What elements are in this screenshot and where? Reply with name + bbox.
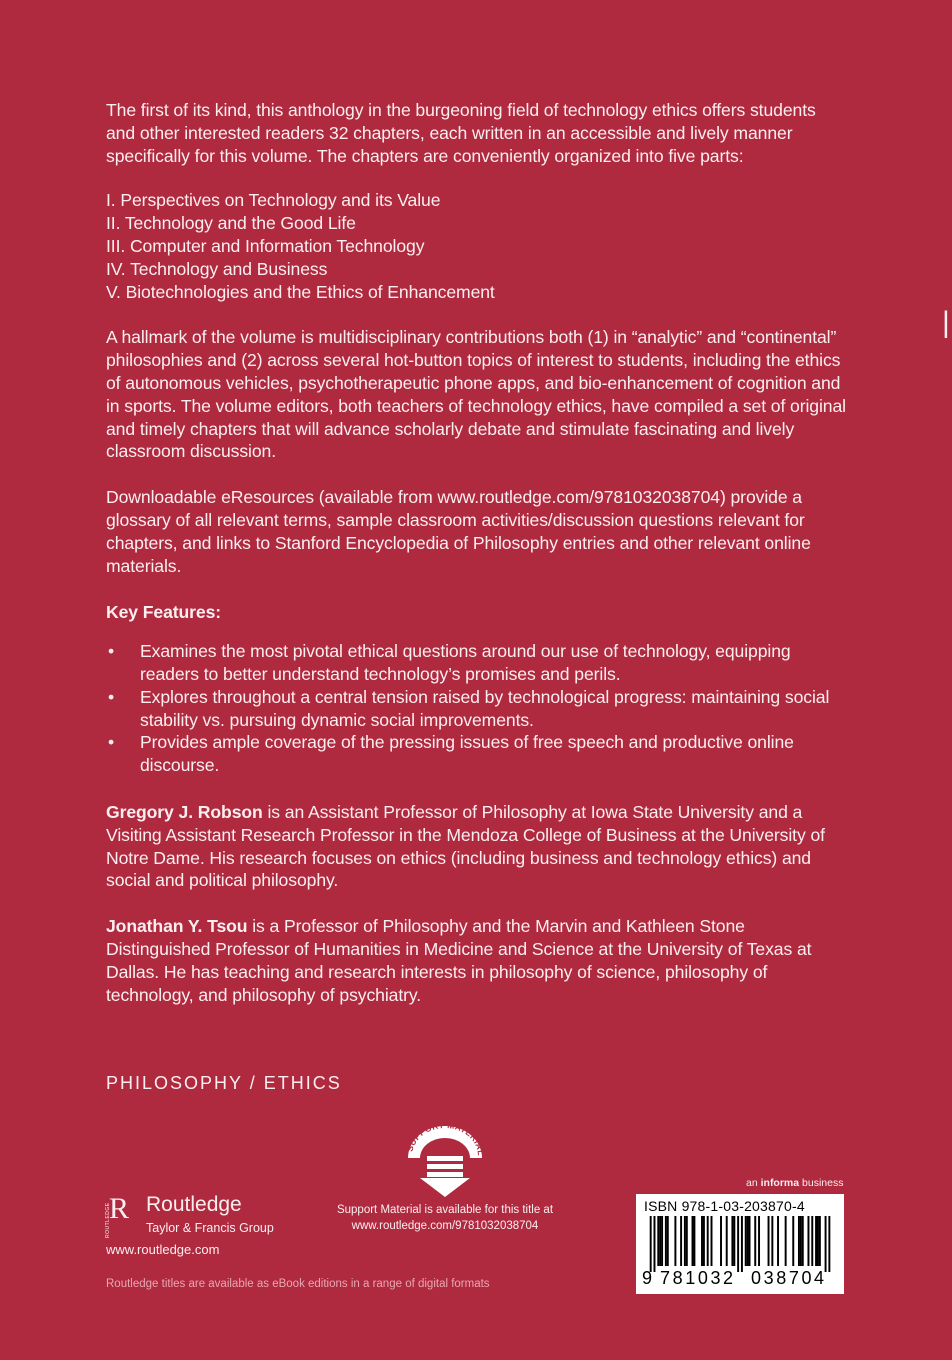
feature-text: Examines the most pivotal ethical questions around our use of technology, equipping readers to better understand technology’s promises and perils. bbox=[140, 641, 791, 684]
spine-edge-mark: | bbox=[942, 306, 950, 339]
barcode-bar bbox=[819, 1216, 821, 1266]
ean-left-group: 781032 bbox=[660, 1268, 736, 1288]
ean-right-group: 038704 bbox=[751, 1268, 827, 1288]
badge-text: SUPPORT MATERIAL bbox=[404, 1120, 487, 1157]
barcode-bar bbox=[711, 1216, 713, 1266]
key-features-heading: Key Features: bbox=[106, 602, 222, 623]
part-item: III. Computer and Information Technology bbox=[106, 235, 425, 256]
barcode-bar bbox=[807, 1216, 809, 1266]
publisher-group: Taylor & Francis Group bbox=[146, 1221, 274, 1235]
author-bio-robson bbox=[106, 801, 846, 892]
resources-paragraph: Downloadable eResources (available from www.routledge.com/9781032038704) provide a glossary of all relevant terms, sample classroom activities/discussion questions relevant for chapters, and links to Stanford Encyclopedia of Philosophy entries and other relevant online materials. bbox=[106, 487, 811, 576]
intro-paragraph: The first of its kind, this anthology in the burgeoning field of technology ethics offers students and other interested readers 32 chapters, each written in an accessible and lively manner specifically for this volume. The chapters are conveniently organized into five parts: bbox=[106, 100, 816, 166]
barcode-bar bbox=[802, 1216, 804, 1266]
barcode-bar bbox=[731, 1216, 733, 1266]
barcode-bar bbox=[792, 1216, 794, 1266]
barcode-bar bbox=[771, 1216, 773, 1266]
isbn-number: ISBN 978-1-03-203870-4 bbox=[644, 1198, 805, 1214]
part-item: IV. Technology and Business bbox=[106, 258, 328, 279]
barcode-bar bbox=[667, 1216, 669, 1266]
part-item: V. Biotechnologies and the Ethics of Enhancement bbox=[106, 281, 495, 302]
hallmark-paragraph: A hallmark of the volume is multidisciplinary contributions both (1) in “analytic” and “continental” philosophies and (2) across several hot-button topics of interest to students, including the ethics of autonomous vehicles, psychotherapeutic phone apps, and bio-enhancement of cognition and in sports. The volume editors, both teachers of technology ethics, have compiled a set of original and timely chapters that will advance scholarly debate and stimulate fascinating and lively classroom discussion. bbox=[106, 327, 846, 462]
ean-first-digit: 9 bbox=[642, 1268, 653, 1288]
barcode-bar bbox=[733, 1216, 735, 1266]
subject-category: PHILOSOPHY / ETHICS bbox=[106, 1073, 342, 1093]
informa-label: an informa business bbox=[746, 1177, 844, 1189]
author-name: Gregory J. Robson bbox=[106, 801, 263, 822]
barcode-bar bbox=[828, 1216, 830, 1272]
barcode-bar bbox=[654, 1216, 656, 1272]
author-bio-tsou bbox=[106, 915, 846, 1006]
barcode-bar bbox=[817, 1216, 819, 1266]
barcode-bar bbox=[674, 1216, 676, 1266]
barcode-bar bbox=[825, 1216, 827, 1272]
bullet-icon: • bbox=[108, 686, 115, 707]
key-features-list bbox=[106, 640, 846, 777]
ebook-note: Routledge titles are available as eBook editions in a range of digital formats bbox=[106, 1278, 490, 1290]
barcode-icon bbox=[644, 1216, 836, 1272]
barcode-bar bbox=[650, 1216, 652, 1272]
barcode-bar bbox=[720, 1216, 722, 1266]
author-bio-text: is an Assistant Professor of Philosophy at Iowa State University and a Visiting Assistant Research Professor in the Mendoza College of Business at the University of Notre Dame. His research focuses on ethics (including business and technology ethics) and social and political philosophy. bbox=[106, 801, 825, 891]
barcode-bar bbox=[811, 1216, 813, 1266]
barcode-bar bbox=[815, 1216, 817, 1266]
barcode-bar bbox=[665, 1216, 667, 1266]
barcode-bar bbox=[741, 1216, 743, 1272]
author-bio-text: is a Professor of Philosophy and the Marvin and Kathleen Stone Distinguished Professor of Humanities in Medicine and Science at the University of Texas at Dallas. He has teaching and research interests in philosophy of science, philosophy of technology, and philosophy of psychiatry. bbox=[106, 916, 812, 1005]
barcode-bar bbox=[686, 1216, 688, 1266]
part-item: II. Technology and the Good Life bbox=[106, 213, 356, 234]
informa-brand: informa bbox=[760, 1177, 800, 1189]
barcode-bar bbox=[692, 1216, 694, 1266]
support-text bbox=[320, 1202, 570, 1234]
barcode-bar bbox=[659, 1216, 661, 1266]
barcode-bar bbox=[657, 1216, 659, 1266]
barcode-bar bbox=[703, 1216, 705, 1266]
barcode-bar bbox=[701, 1216, 703, 1266]
support-material-badge-icon bbox=[400, 1120, 490, 1198]
author-name: Jonathan Y. Tsou bbox=[106, 916, 248, 937]
part-item: I. Perspectives on Technology and its Value bbox=[106, 190, 441, 211]
bullet-icon: • bbox=[108, 732, 115, 753]
barcode-bar bbox=[726, 1216, 728, 1266]
barcode-bar bbox=[800, 1216, 802, 1266]
description-block bbox=[106, 99, 846, 1006]
barcode-bar bbox=[661, 1216, 663, 1266]
barcode-bar bbox=[693, 1216, 695, 1266]
barcode-bar bbox=[680, 1216, 682, 1266]
barcode-bar bbox=[737, 1216, 739, 1272]
barcode-bar bbox=[768, 1216, 770, 1266]
support-url[interactable]: www.routledge.com/9781032038704 bbox=[351, 1220, 539, 1232]
barcode-bar bbox=[777, 1216, 779, 1266]
feature-item bbox=[106, 686, 846, 732]
barcode-bar bbox=[785, 1216, 787, 1266]
feature-text: Provides ample coverage of the pressing issues of free speech and productive online discourse. bbox=[140, 732, 794, 776]
barcode-bar bbox=[749, 1216, 751, 1266]
barcode-bar bbox=[798, 1216, 800, 1266]
barcode-bar bbox=[747, 1216, 749, 1266]
bullet-icon: • bbox=[108, 641, 115, 662]
publisher-name: Routledge bbox=[146, 1193, 242, 1216]
barcode-bar bbox=[684, 1216, 686, 1266]
logo-side-text: ROUTLEDGE bbox=[105, 1202, 111, 1238]
routledge-logo-icon bbox=[106, 1192, 136, 1240]
parts-list bbox=[106, 189, 846, 303]
feature-item bbox=[106, 731, 846, 777]
isbn-barcode bbox=[636, 1194, 844, 1294]
barcode-bar bbox=[754, 1216, 756, 1266]
barcode-bar bbox=[758, 1216, 760, 1266]
logo-letter: R bbox=[109, 1192, 130, 1225]
publisher-url[interactable]: www.routledge.com bbox=[106, 1242, 220, 1257]
barcode-bar bbox=[707, 1216, 709, 1266]
support-line: Support Material is available for this title at bbox=[336, 1204, 554, 1216]
barcode-bar bbox=[745, 1216, 747, 1266]
feature-text: Explores throughout a central tension raised by technological progress: maintaining social stability vs. pursuing dynamic social improvements. bbox=[140, 686, 830, 730]
feature-item bbox=[106, 640, 846, 686]
